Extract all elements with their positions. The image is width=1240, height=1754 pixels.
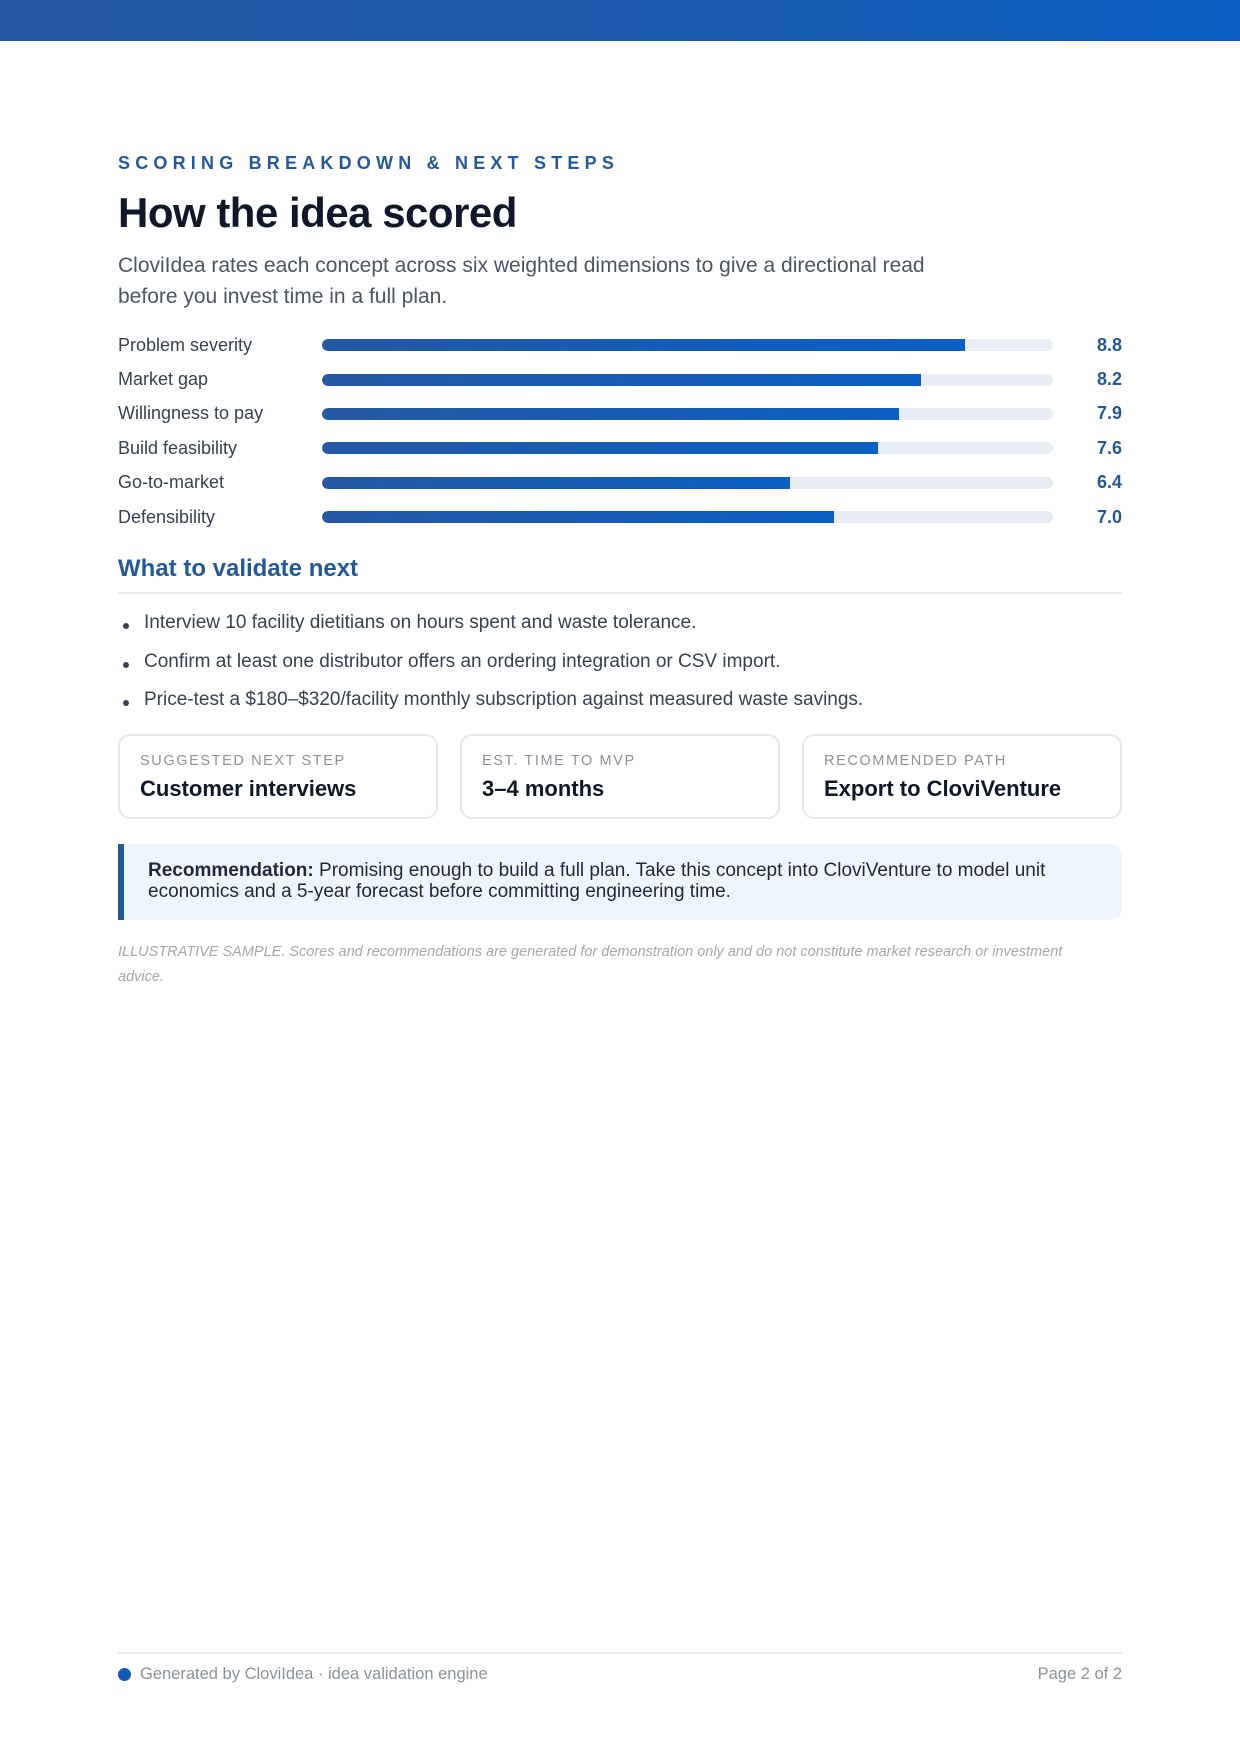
score-bar-track	[322, 374, 1053, 386]
score-bar-fill	[322, 511, 834, 523]
footer-generated-text: Generated by CloviIdea · idea validation engine	[140, 1665, 488, 1683]
footer-brand	[118, 1665, 488, 1684]
top-accent-bar	[0, 0, 1240, 41]
list-item	[118, 604, 1122, 643]
score-row-defensibility	[118, 500, 1122, 534]
list-item-text: Price-test a $180–$320/facility monthly subscription against measured waste savings.	[144, 689, 864, 711]
score-value: 8.2	[1096, 369, 1122, 390]
bullet-icon	[123, 623, 129, 629]
score-value: 8.8	[1096, 334, 1122, 355]
score-bar-track	[322, 511, 1053, 523]
score-bar-track	[322, 477, 1053, 489]
list-item	[118, 643, 1122, 682]
recommendation-label: Recommendation:	[148, 859, 314, 881]
section-eyebrow: SCORING BREAKDOWN & NEXT STEPS	[118, 153, 620, 173]
list-item-text: Confirm at least one distributor offers an ordering integration or CSV import.	[144, 650, 781, 672]
card-value: Customer interviews	[140, 775, 357, 801]
score-bar-fill	[322, 408, 899, 420]
page-content	[118, 150, 1122, 990]
score-label: Go-to-market	[118, 472, 225, 493]
recommendation-text: Promising enough to build a full plan. Take this concept into CloviVenture to model unit economics and a 5-year forecast before committing engineering time.	[148, 859, 1046, 902]
score-row-problem-severity	[118, 328, 1122, 362]
list-item-text: Interview 10 facility dietitians on hours spent and waste tolerance.	[144, 612, 697, 634]
card-label: EST. TIME TO MVP	[482, 752, 636, 769]
page-title: How the idea scored	[118, 189, 517, 236]
score-bar-track	[322, 339, 1053, 351]
score-row-go-to-market	[118, 466, 1122, 500]
intro-text: CloviIdea rates each concept across six weighted dimensions to give a directional read before you invest time in a full plan.	[118, 254, 925, 308]
bullet-icon	[123, 700, 129, 706]
score-bar-fill	[322, 442, 878, 454]
card-label: RECOMMENDED PATH	[824, 752, 1007, 769]
card-value: Export to CloviVenture	[824, 775, 1062, 801]
card-value: 3–4 months	[482, 775, 605, 801]
validate-heading: What to validate next	[118, 554, 1122, 594]
score-row-market-gap	[118, 362, 1122, 396]
score-bar-track	[322, 442, 1053, 454]
page-number: Page 2 of 2	[1037, 1665, 1122, 1683]
score-label: Build feasibility	[118, 437, 238, 458]
score-value: 7.9	[1096, 403, 1122, 424]
recommendation-callout	[118, 844, 1122, 920]
score-label: Problem severity	[118, 334, 253, 355]
card-recommended-path	[802, 734, 1122, 819]
score-bar-fill	[322, 339, 965, 351]
score-label: Willingness to pay	[118, 403, 264, 424]
score-bar-track	[322, 408, 1053, 420]
score-value: 7.0	[1096, 506, 1122, 527]
list-item	[118, 681, 1122, 720]
disclaimer: ILLUSTRATIVE SAMPLE. Scores and recommendations are generated for demonstration only and do not constitute market research or investment advice.	[118, 943, 1063, 985]
bullet-icon	[123, 662, 129, 668]
page-footer	[118, 1652, 1122, 1684]
summary-cards	[118, 734, 1122, 819]
validate-list	[118, 604, 1122, 720]
score-label: Market gap	[118, 369, 209, 390]
brand-dot-icon	[118, 1668, 131, 1681]
score-bar-fill	[322, 477, 790, 489]
card-label: SUGGESTED NEXT STEP	[140, 752, 346, 769]
score-row-willingness-to-pay	[118, 397, 1122, 431]
score-label: Defensibility	[118, 506, 216, 527]
score-bar-fill	[322, 374, 921, 386]
card-suggested-next-step	[118, 734, 438, 819]
score-breakdown	[118, 328, 1122, 534]
callout-accent-bar	[118, 844, 124, 920]
card-time-to-mvp	[460, 734, 780, 819]
score-row-build-feasibility	[118, 431, 1122, 465]
score-value: 7.6	[1096, 437, 1122, 458]
score-value: 6.4	[1096, 472, 1122, 493]
